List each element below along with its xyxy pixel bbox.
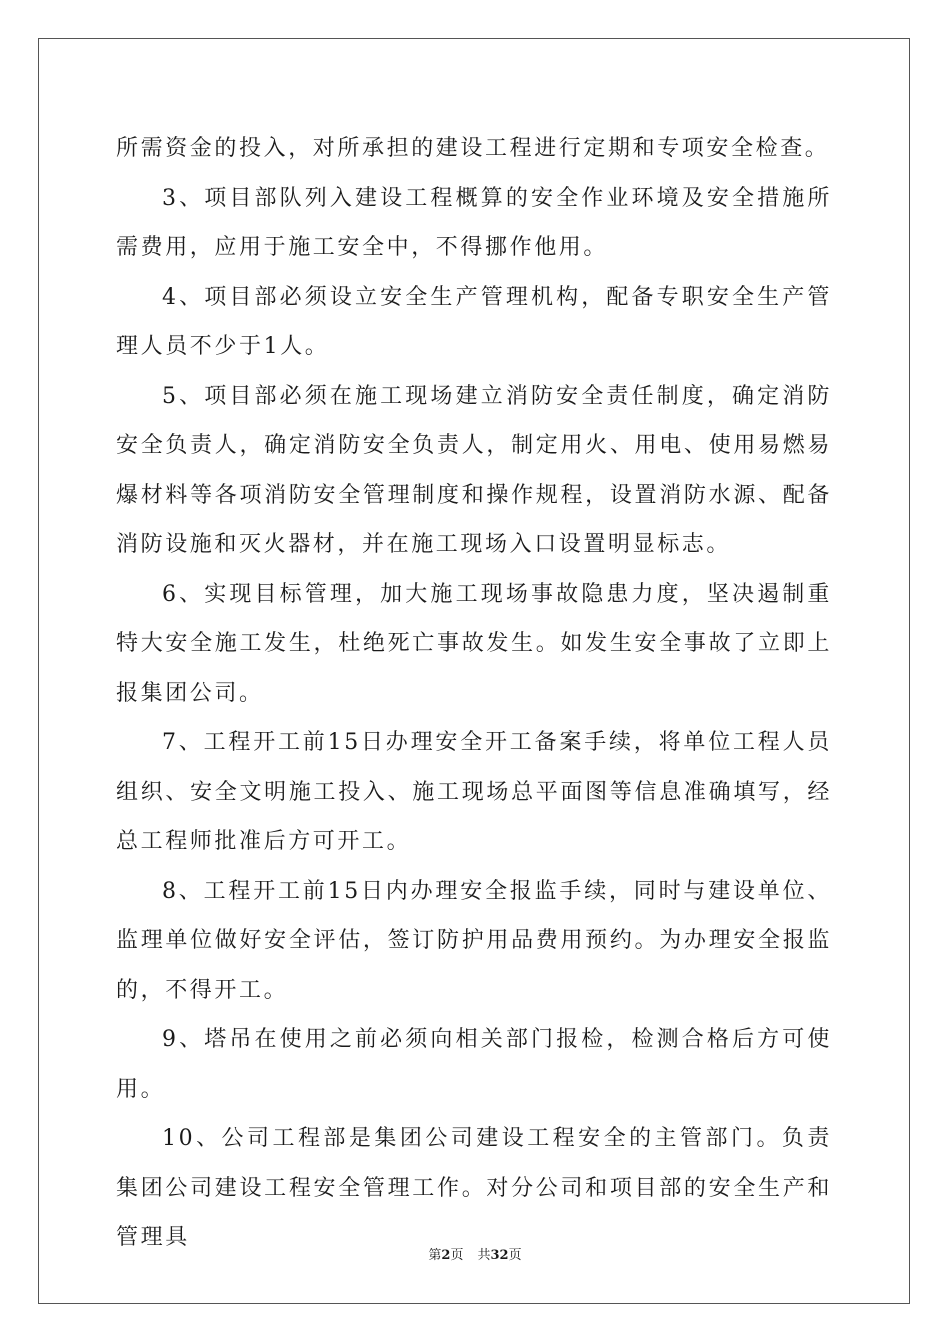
total-suffix: 页 [508,1248,522,1263]
page-footer [0,1244,950,1263]
paragraph-4: 5、项目部必须在施工现场建立消防安全责任制度，确定消防安全负责人，确定消防安全负责人，制定用火、用电、使用易燃易爆材料等各项消防安全管理制度和操作规程，设置消防水源、配备消防设施和灭火器材，并在施工现场入口设置明显标志。 [116,383,832,557]
paragraph-9: 10、公司工程部是集团公司建设工程安全的主管部门。负责集团公司建设工程安全管理工作。对分公司和项目部的安全生产和管理具 [116,1126,832,1250]
paragraph-2: 3、项目部队列入建设工程概算的安全作业环境及安全措施所需费用，应用于施工安全中，不得挪作他用。 [116,185,832,260]
document-body [116,124,832,1263]
page-prefix: 第 [428,1248,442,1263]
paragraph-1: 所需资金的投入，对所承担的建设工程进行定期和专项安全检查。 [116,136,830,161]
paragraph-5: 6、实现目标管理，加大施工现场事故隐患力度，坚决遏制重特大安全施工发生，杜绝死亡事故发生。如发生安全事故了立即上报集团公司。 [116,581,832,706]
page-suffix: 页 [450,1248,464,1263]
paragraph-3: 4、项目部必须设立安全生产管理机构，配备专职安全生产管理人员不少于1人。 [116,284,832,359]
total-prefix: 共 [477,1248,491,1263]
total-pages: 32 [490,1248,509,1263]
paragraph-6: 7、工程开工前15日办理安全开工备案手续，将单位工程人员组织、安全文明施工投入、施工现场总平面图等信息准确填写，经总工程师批准后方可开工。 [116,730,832,854]
paragraph-8: 9、塔吊在使用之前必须向相关部门报检，检测合格后方可使用。 [116,1027,832,1102]
paragraph-7: 8、工程开工前15日内办理安全报监手续，同时与建设单位、监理单位做好安全评估，签订防护用品费用预约。为办理安全报监的，不得开工。 [116,878,832,1003]
page-number: 2 [441,1248,451,1263]
